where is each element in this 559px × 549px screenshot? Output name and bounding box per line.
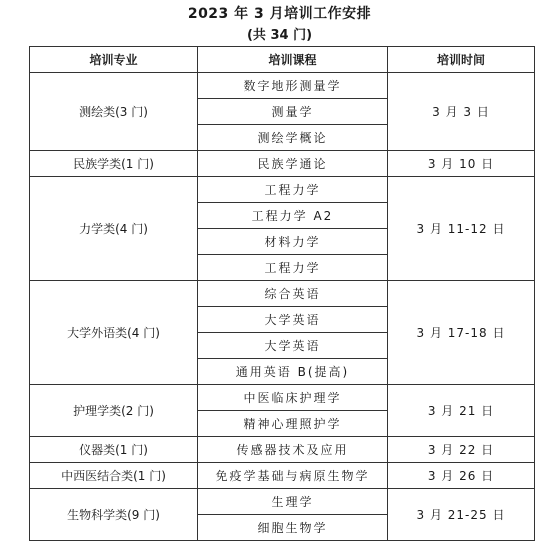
table-row — [30, 151, 535, 177]
course-cell: 数字地形测量学 — [198, 73, 388, 99]
table-row — [30, 73, 535, 99]
course-cell: 工程力学 — [198, 177, 388, 203]
major-cell: 民族学类(1 门) — [30, 151, 198, 177]
table-row — [30, 385, 535, 411]
course-cell: 民族学通论 — [198, 151, 388, 177]
document-title: 2023 年 3 月培训工作安排 — [187, 6, 372, 22]
schedule-table — [29, 46, 535, 541]
time-cell: 3 月 26 日 — [388, 463, 535, 489]
course-cell: 通用英语 B(提高) — [198, 359, 388, 385]
major-cell: 护理学类(2 门) — [30, 385, 198, 437]
course-cell: 大学英语 — [198, 307, 388, 333]
course-cell: 综合英语 — [198, 281, 388, 307]
major-cell: 仪器类(1 门) — [30, 437, 198, 463]
table-header-row — [30, 47, 535, 73]
course-cell: 测绘学概论 — [198, 125, 388, 151]
time-cell: 3 月 17-18 日 — [388, 281, 535, 385]
major-cell: 测绘类(3 门) — [30, 73, 198, 151]
course-cell: 大学英语 — [198, 333, 388, 359]
time-cell: 3 月 11-12 日 — [388, 177, 535, 281]
course-cell: 材料力学 — [198, 229, 388, 255]
major-cell: 大学外语类(4 门) — [30, 281, 198, 385]
major-cell: 中西医结合类(1 门) — [30, 463, 198, 489]
course-cell: 工程力学 A2 — [198, 203, 388, 229]
time-cell: 3 月 10 日 — [388, 151, 535, 177]
course-cell: 生理学 — [198, 489, 388, 515]
header-time: 培训时间 — [388, 47, 535, 73]
header-major: 培训专业 — [30, 47, 198, 73]
table-row — [30, 437, 535, 463]
document-subtitle: (共 34 门) — [246, 28, 313, 43]
course-cell: 精神心理照护学 — [198, 411, 388, 437]
major-cell: 力学类(4 门) — [30, 177, 198, 281]
course-cell: 细胞生物学 — [198, 515, 388, 541]
course-cell: 中医临床护理学 — [198, 385, 388, 411]
course-cell: 免疫学基础与病原生物学 — [198, 463, 388, 489]
header-course: 培训课程 — [198, 47, 388, 73]
time-cell: 3 月 21-25 日 — [388, 489, 535, 541]
course-cell: 测量学 — [198, 99, 388, 125]
table-row — [30, 281, 535, 307]
table-row — [30, 489, 535, 515]
time-cell: 3 月 21 日 — [388, 385, 535, 437]
table-row — [30, 177, 535, 203]
major-cell: 生物科学类(9 门) — [30, 489, 198, 541]
course-cell: 工程力学 — [198, 255, 388, 281]
course-cell: 传感器技术及应用 — [198, 437, 388, 463]
time-cell: 3 月 3 日 — [388, 73, 535, 151]
table-row — [30, 463, 535, 489]
time-cell: 3 月 22 日 — [388, 437, 535, 463]
